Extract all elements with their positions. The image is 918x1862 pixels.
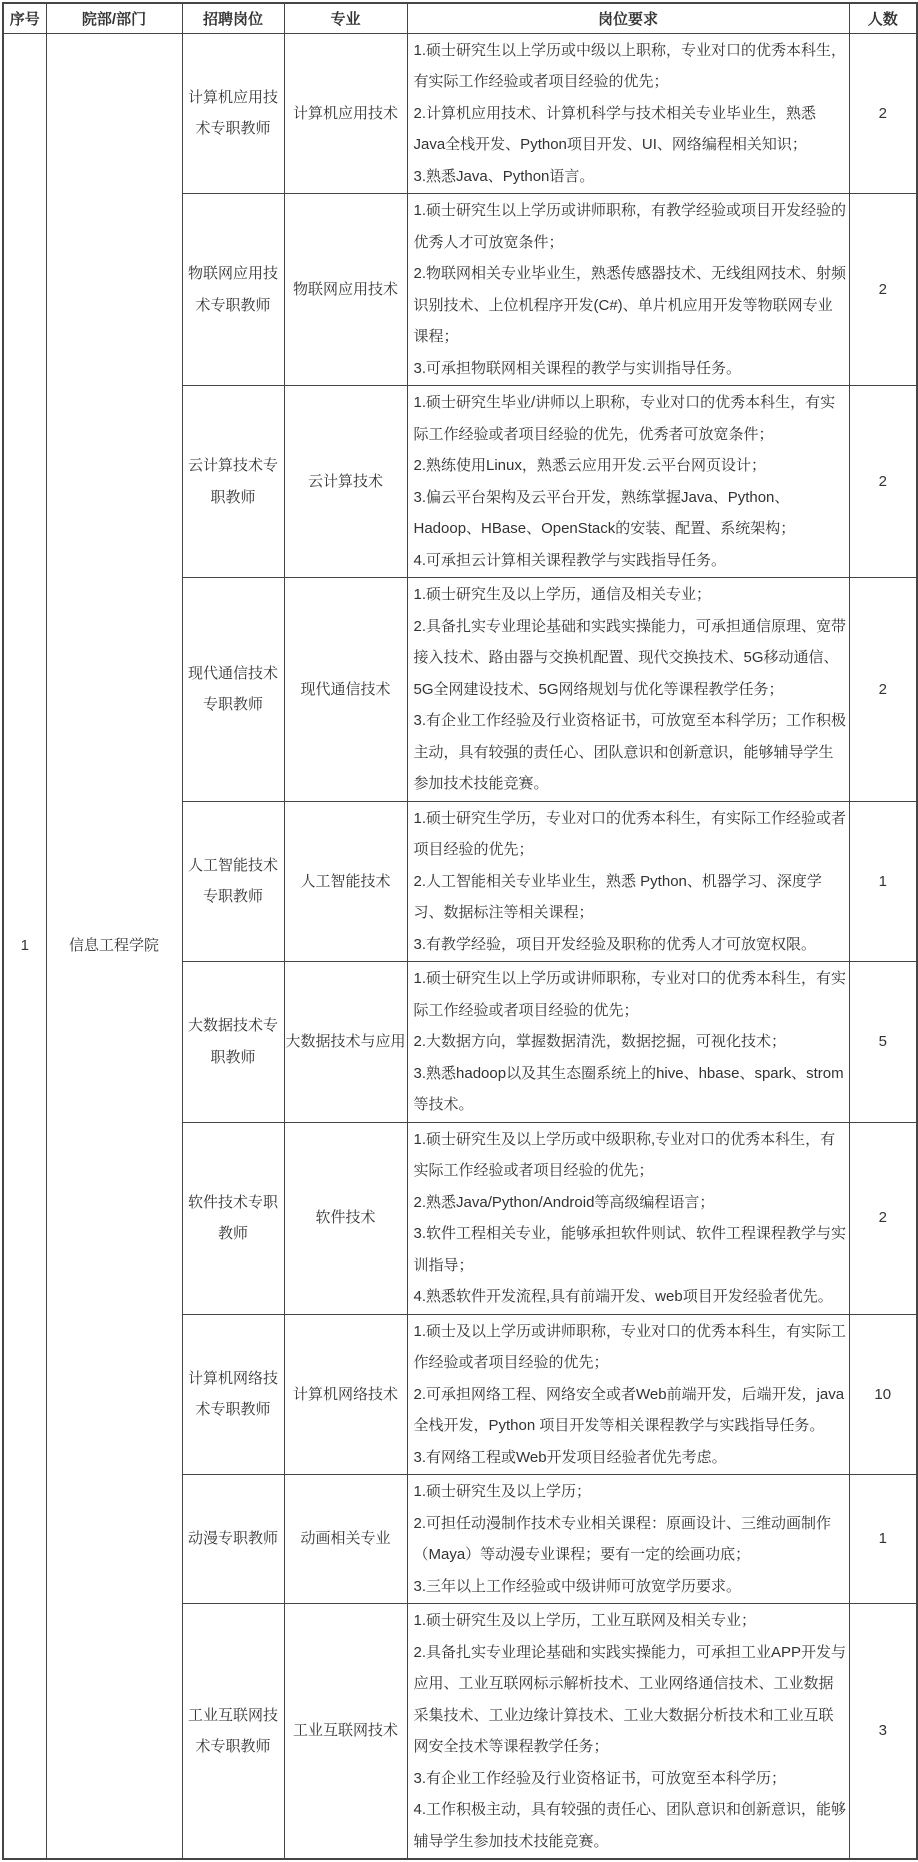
requirement-item: 3.软件工程相关专业，能够承担软件则试、软件工程课程教学与实训指导； [413, 1225, 847, 1274]
headcount-cell: 2 [849, 1122, 917, 1314]
requirement-item: 3.熟悉hadoop以及其生态圈系统上的hive、hbase、spark、strom等技术。 [413, 1064, 844, 1113]
position-cell: 人工智能技术专职教师 [182, 801, 284, 962]
requirement-item: 1.硕士研究生学历，专业对口的优秀本科生，有实际工作经验或者项目经验的优先； [413, 809, 847, 858]
major-cell: 工业互联网技术 [284, 1604, 407, 1860]
requirement-item: 2.熟练使用Linux，熟悉云应用开发.云平台网页设计； [413, 457, 767, 474]
major-cell: 现代通信技术 [284, 578, 407, 802]
requirement-item: 3.有教学经验，项目开发经验及职称的优秀人才可放宽权限。 [413, 935, 817, 953]
table-body [3, 33, 917, 1859]
requirement-item: 2.人工智能相关专业毕业生，熟悉 Python、机器学习、深度学习、数据标注等相关课程； [413, 872, 822, 921]
requirements-cell [407, 1314, 849, 1475]
header-serial: 序号 [3, 3, 46, 33]
requirement-item: 2.熟悉Java/Python/Android等高级编程语言； [413, 1193, 715, 1211]
requirement-item: 4.工作积极主动，具有较强的责任心、团队意识和创新意识，能够辅导学生参加技术技能竞赛。 [413, 1801, 847, 1850]
headcount-cell: 2 [849, 33, 917, 194]
header-department: 院部/部门 [46, 3, 182, 33]
headcount-cell: 2 [849, 194, 917, 386]
header-row [3, 3, 917, 33]
requirement-item: 4.可承担云计算相关课程教学与实践指导任务。 [413, 551, 727, 569]
requirement-item: 2.具备扎实专业理论基础和实践实操能力，可承担工业APP开发与应用、工业互联网标示解析技术、工业网络通信技术、工业数据采集技术、工业边缘计算技术、工业大数据分析技术和工业互联网安全技术等课程教学任务； [413, 1643, 847, 1755]
requirement-item: 2.可担任动漫制作技术专业相关课程：原画设计、三维动画制作（Maya）等动漫专业课程；要有一定的绘画功底； [413, 1514, 832, 1563]
position-cell: 现代通信技术专职教师 [182, 578, 284, 802]
table-row [3, 33, 917, 194]
requirement-item: 2.物联网相关专业毕业生，熟悉传感器技术、无线组网技术、射频识别技术、上位机程序开发(C#)、单片机应用开发等物联网专业课程； [413, 265, 847, 345]
table-header [3, 3, 917, 33]
requirement-item: 4.熟悉软件开发流程,具有前端开发、web项目开发经验者优先。 [413, 1288, 833, 1305]
requirements-cell [407, 1604, 849, 1860]
requirement-item: 1.硕士研究生以上学历或讲师职称，有教学经验或项目开发经验的优秀人才可放宽条件； [413, 202, 847, 251]
requirements-cell [407, 962, 849, 1123]
position-cell: 计算机网络技术专职教师 [182, 1314, 284, 1475]
position-cell: 动漫专职教师 [182, 1475, 284, 1604]
requirement-item: 1.硕士研究生及以上学历，通信及相关专业； [413, 586, 712, 603]
header-headcount: 人数 [849, 3, 917, 33]
major-cell: 软件技术 [284, 1122, 407, 1314]
recruitment-table [2, 2, 918, 1860]
requirements-cell [407, 33, 849, 194]
major-cell: 计算机网络技术 [284, 1314, 407, 1475]
headcount-cell: 1 [849, 801, 917, 962]
requirements-cell [407, 1475, 849, 1604]
serial-cell: 1 [3, 33, 46, 1859]
requirement-item: 1.硕士研究生以上学历或中级以上职称，专业对口的优秀本科生，有实际工作经验或者项目经验的优先； [413, 41, 847, 90]
department-cell: 信息工程学院 [46, 33, 182, 1859]
requirement-item: 2.具备扎实专业理论基础和实践实操能力，可承担通信原理、宽带接入技术、路由器与交换机配置、现代交换技术、5G移动通信、5G全网建设技术、5G网络规划与优化等课程教学任务； [413, 617, 847, 698]
requirement-item: 1.硕士研究生毕业/讲师以上职称，专业对口的优秀本科生，有实际工作经验或者项目经验的优先，优秀者可放宽条件； [413, 394, 836, 443]
requirements-cell [407, 386, 849, 578]
headcount-cell: 2 [849, 578, 917, 802]
requirement-item: 1.硕士研究生以上学历或讲师职称，专业对口的优秀本科生，有实际工作经验或者项目经验的优先； [413, 970, 847, 1019]
requirement-item: 1.硕士研究生及以上学历或中级职称,专业对口的优秀本科生，有实际工作经验或者项目经验的优先； [413, 1130, 836, 1179]
major-cell: 大数据技术与应用 [284, 962, 407, 1123]
requirement-item: 3.三年以上工作经验或中级讲师可放宽学历要求。 [413, 1577, 742, 1595]
requirement-item: 3.有网络工程或Web开发项目经验者优先考虑。 [413, 1448, 727, 1466]
requirements-cell [407, 194, 849, 386]
headcount-cell: 5 [849, 962, 917, 1123]
header-major: 专业 [284, 3, 407, 33]
major-cell: 计算机应用技术 [284, 33, 407, 194]
requirement-item: 2.可承担网络工程、网络安全或者Web前端开发，后端开发，java全栈开发，Python 项目开发等相关课程教学与实践指导任务。 [413, 1385, 845, 1434]
header-requirements: 岗位要求 [407, 3, 849, 33]
requirement-item: 3.偏云平台架构及云平台开发，熟练掌握Java、Python、Hadoop、HBase、OpenStack的安装、配置、系统架构； [413, 488, 796, 537]
requirement-item: 2.计算机应用技术、计算机科学与技术相关专业毕业生，熟悉Java全栈开发、Python项目开发、UI、网络编程相关知识； [413, 104, 817, 153]
requirements-cell [407, 801, 849, 962]
position-cell: 大数据技术专职教师 [182, 962, 284, 1123]
requirement-item: 3.可承担物联网相关课程的教学与实训指导任务。 [413, 359, 742, 377]
headcount-cell: 3 [849, 1604, 917, 1860]
position-cell: 云计算技术专职教师 [182, 386, 284, 578]
requirement-item: 3.熟悉Java、Python语言。 [413, 167, 595, 185]
position-cell: 软件技术专职教师 [182, 1122, 284, 1314]
major-cell: 云计算技术 [284, 386, 407, 578]
headcount-cell: 2 [849, 386, 917, 578]
requirement-item: 1.硕士研究生及以上学历； [413, 1483, 592, 1500]
position-cell: 物联网应用技术专职教师 [182, 194, 284, 386]
position-cell: 计算机应用技术专职教师 [182, 33, 284, 194]
major-cell: 动画相关专业 [284, 1475, 407, 1604]
headcount-cell: 10 [849, 1314, 917, 1475]
requirements-cell [407, 578, 849, 802]
requirement-item: 2.大数据方向，掌握数据清洗，数据挖掘，可视化技术； [413, 1033, 787, 1050]
major-cell: 物联网应用技术 [284, 194, 407, 386]
requirement-item: 1.硕士及以上学历或讲师职称，专业对口的优秀本科生，有实际工作经验或者项目经验的优先； [413, 1322, 847, 1371]
requirements-cell [407, 1122, 849, 1314]
major-cell: 人工智能技术 [284, 801, 407, 962]
header-position: 招聘岗位 [182, 3, 284, 33]
position-cell: 工业互联网技术专职教师 [182, 1604, 284, 1860]
headcount-cell: 1 [849, 1475, 917, 1604]
requirement-item: 3.有企业工作经验及行业资格证书，可放宽至本科学历； [413, 1769, 787, 1787]
requirement-item: 1.硕士研究生及以上学历，工业互联网及相关专业； [413, 1612, 757, 1629]
requirement-item: 3.有企业工作经验及行业资格证书，可放宽至本科学历；工作积极主动，具有较强的责任心、团队意识和创新意识，能够辅导学生参加技术技能竞赛。 [413, 712, 847, 792]
